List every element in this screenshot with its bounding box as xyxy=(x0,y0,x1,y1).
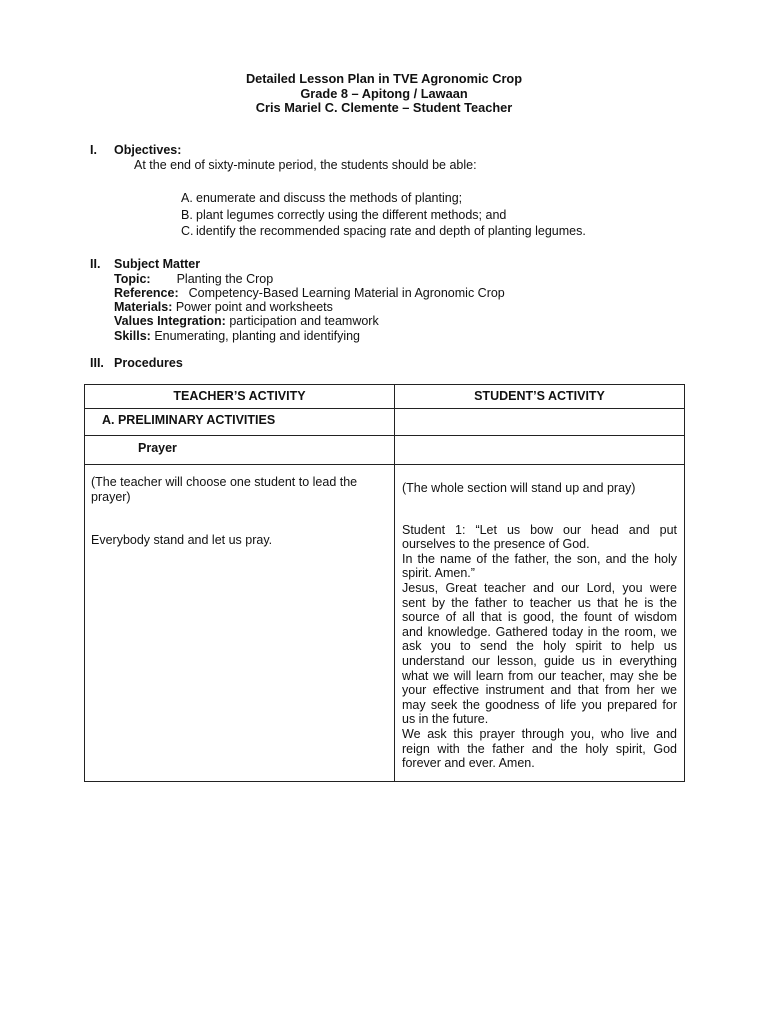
reference-row xyxy=(114,286,710,300)
objective-letter: B. xyxy=(181,207,193,222)
objective-text: plant legumes correctly using the different methods; and xyxy=(196,207,507,222)
table-row xyxy=(85,409,685,436)
materials-label: Materials: xyxy=(114,300,173,315)
subject-matter-number: II. xyxy=(90,257,101,271)
procedures-number: III. xyxy=(90,356,104,370)
objective-text: enumerate and discuss the methods of planting; xyxy=(196,191,463,206)
subject-matter-heading xyxy=(90,257,710,272)
document-title: Detailed Lesson Plan in TVE Agronomic Crop xyxy=(245,71,523,86)
table-row xyxy=(85,465,685,782)
objectives-number: I. xyxy=(90,143,97,157)
table-cell xyxy=(85,409,395,436)
topic-value: Planting the Crop xyxy=(176,271,274,286)
topic-label: Topic: xyxy=(114,271,151,286)
student-activity-header: STUDENT’S ACTIVITY xyxy=(395,385,685,409)
prayer-label: Prayer xyxy=(138,441,177,455)
document-author: Cris Mariel C. Clemente – Student Teacher xyxy=(255,100,513,115)
subject-matter-title: Subject Matter xyxy=(114,257,201,271)
procedures-heading xyxy=(90,356,710,371)
table-cell xyxy=(85,436,395,465)
student-line: We ask this prayer through you, who live and reign with the father and the holy spirit, God forever and ever. Amen. xyxy=(402,726,677,771)
reference-value: Competency-Based Learning Material in Agronomic Crop xyxy=(188,285,505,300)
student-line: Jesus, Great teacher and our Lord, you were sent by the father to teacher us that he is the source of all that is good, the fount of wisdom and knowledge. Gathered today in the room, we ask you to send the holy spirit to help us understand our lesson, guide us in everything what we will learn from our teacher, may she be your effective instrument and that from her we may seek the goodness of life you prepared for us in the future. xyxy=(402,580,677,727)
teacher-line: Everybody stand and let us pray. xyxy=(91,533,273,548)
table-cell xyxy=(395,409,685,436)
student-line: In the name of the father, the son, and the holy spirit. Amen.” xyxy=(402,551,677,581)
procedures-title: Procedures xyxy=(114,356,183,370)
objective-letter: C. xyxy=(181,224,194,239)
materials-value: Power point and worksheets xyxy=(175,300,333,315)
subject-matter-body xyxy=(114,272,710,343)
objectives-list xyxy=(181,191,710,241)
student-line: Student 1: “Let us bow our head and put ourselves to the presence of God. xyxy=(402,522,677,552)
skills-value: Enumerating, planting and identifying xyxy=(154,328,361,343)
objective-letter: A. xyxy=(181,191,193,206)
table-cell xyxy=(395,436,685,465)
values-value: participation and teamwork xyxy=(229,314,379,329)
procedures-section xyxy=(90,356,710,371)
teacher-activity-cell xyxy=(85,465,395,782)
teacher-activity-header: TEACHER’S ACTIVITY xyxy=(85,385,395,409)
subject-matter-section xyxy=(90,257,710,343)
values-label: Values Integration: xyxy=(114,314,226,329)
document-grade: Grade 8 – Apitong / Lawaan xyxy=(300,85,468,101)
materials-row xyxy=(114,300,710,314)
topic-row xyxy=(114,272,710,286)
objectives-intro: At the end of sixty-minute period, the students should be able: xyxy=(134,157,477,172)
objective-item xyxy=(181,224,710,241)
objective-text: identify the recommended spacing rate and depth of planting legumes. xyxy=(196,224,586,239)
objectives-heading xyxy=(90,143,710,158)
values-row xyxy=(114,314,710,328)
table-row xyxy=(85,436,685,465)
objectives-section xyxy=(90,143,710,241)
objective-item xyxy=(181,191,710,208)
student-line: (The whole section will stand up and pray) xyxy=(402,481,636,495)
objective-item xyxy=(181,208,710,225)
document-header xyxy=(0,72,768,116)
preliminary-activities-label: A. PRELIMINARY ACTIVITIES xyxy=(102,413,276,427)
table-header-row xyxy=(85,385,685,409)
objectives-title: Objectives: xyxy=(114,143,182,157)
reference-label: Reference: xyxy=(114,285,179,300)
skills-label: Skills: xyxy=(114,328,151,343)
student-activity-cell xyxy=(395,465,685,782)
skills-row xyxy=(114,329,710,343)
procedures-table xyxy=(84,384,685,782)
teacher-line: (The teacher will choose one student to lead the prayer) xyxy=(91,475,358,504)
